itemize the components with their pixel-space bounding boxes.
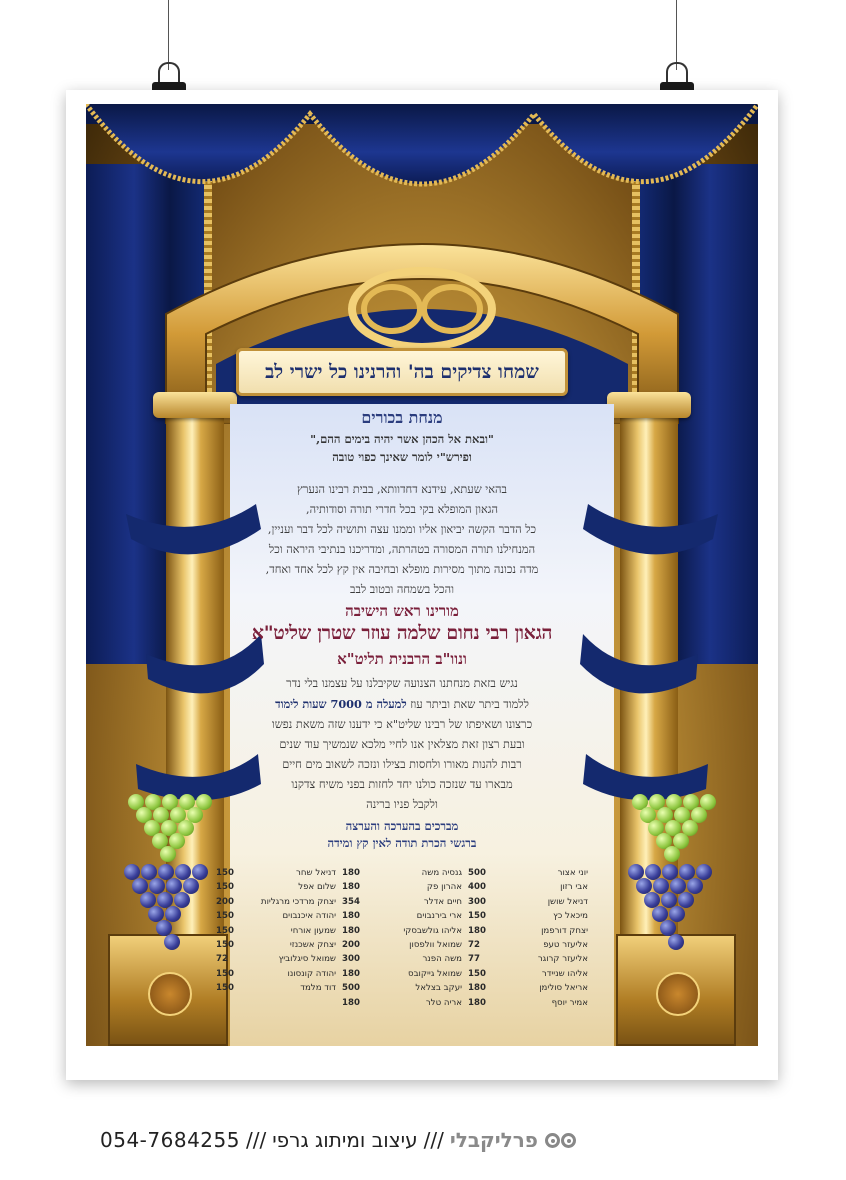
subtitle-quote <box>216 430 588 466</box>
donor-hours: 180 <box>468 983 486 994</box>
pledge-line: נגיש בזאת מנחתנו הצנועה שקיבלנו על עצמנו בלי נדר <box>286 677 518 690</box>
green-grape <box>160 846 176 862</box>
donor-hours: 150 <box>216 968 234 979</box>
donor-row <box>342 952 462 966</box>
eyes-logo-icon <box>544 1133 576 1148</box>
donor-name: שמואל וולפסון <box>409 940 462 951</box>
footer-brand: פרליקבלי <box>449 1128 538 1152</box>
honoree-rabbanit: ונוו"ב הרבנית תליט"א <box>337 650 467 668</box>
grapes-right <box>620 794 730 954</box>
donor-name: אליהו שניידר <box>541 968 588 979</box>
pledge-hours-highlight: למעלה מ 7000 שעות לימוד <box>275 697 407 711</box>
honoree-name: הגאון רבי נחום שלמה עוזר שטרן שליט"א <box>251 622 553 644</box>
donor-name: אריאל סולימן <box>539 983 588 994</box>
hanging-string-left <box>168 0 169 70</box>
intro-paragraph <box>216 480 588 600</box>
purple-grape <box>165 906 181 922</box>
purple-grape <box>164 934 180 950</box>
donor-name: דניאל שושן <box>547 896 588 907</box>
donor-row <box>468 895 588 909</box>
donor-hours: 180 <box>342 911 360 922</box>
purple-grape <box>174 892 190 908</box>
donor-row <box>216 895 336 909</box>
donor-row <box>342 909 462 923</box>
quote-line: "ובאת אל הכהן אשר יהיה בימים ההם," <box>310 432 494 446</box>
donor-hours: 180 <box>468 925 486 936</box>
donor-hours: 150 <box>216 868 234 878</box>
donor-column <box>342 866 462 1010</box>
donor-row <box>342 996 462 1010</box>
hanging-string-right <box>676 0 677 70</box>
honoree-title: מורינו ראש הישיבה <box>345 602 459 620</box>
donor-table <box>216 866 588 1010</box>
donor-row <box>468 866 588 880</box>
donor-name: יצחק אשכנזי <box>289 940 336 951</box>
blessing-line: ברגשי הכרת תודה לאין קץ ומידה <box>327 836 477 850</box>
donor-row <box>342 938 462 952</box>
donor-hours: 150 <box>216 925 234 936</box>
donor-column <box>468 866 588 1010</box>
footer-separator: /// <box>423 1128 444 1152</box>
green-grape <box>664 846 680 862</box>
donor-row <box>468 952 588 966</box>
donor-hours: 72 <box>216 954 228 965</box>
donor-hours: 180 <box>468 997 486 1008</box>
blessing <box>216 818 588 852</box>
donor-name: גנסיה משה <box>421 868 462 878</box>
donor-row <box>342 880 462 894</box>
poster-sheet <box>66 90 778 1080</box>
title: מנחת בכורים <box>361 408 443 427</box>
purple-grape <box>183 878 199 894</box>
donor-row <box>216 967 336 981</box>
donor-name: אליהו גולשבסקי <box>403 925 462 936</box>
donor-row <box>342 924 462 938</box>
purple-grape <box>696 864 712 880</box>
donor-hours: 150 <box>468 968 486 979</box>
donor-hours: 150 <box>216 940 234 951</box>
donor-hours: 200 <box>342 940 360 951</box>
donor-row <box>216 924 336 938</box>
donor-hours: 354 <box>342 896 360 907</box>
donor-name: יצחק דורפמן <box>541 925 588 936</box>
donor-name: שמואל סיגלוביץ <box>278 954 336 965</box>
donor-name: אריה טלר <box>425 997 462 1008</box>
pledge-line: מבארו עד שנזכה כולנו יחד לחזות בפני משיח צדקנו <box>291 778 513 791</box>
donor-hours: 150 <box>216 983 234 994</box>
donor-row <box>216 866 336 880</box>
donor-hours: 500 <box>342 983 360 994</box>
donor-row <box>216 938 336 952</box>
donor-row <box>342 981 462 995</box>
donor-row <box>468 938 588 952</box>
intro-line: המנחילנו תורה המסורה בטהרתה, ומדריכנו בנתיבי היראה וכל <box>268 543 536 556</box>
donor-row <box>216 952 336 966</box>
donor-row <box>216 981 336 995</box>
banner-text: שמחו צדיקים בה' והרנינו כל ישרי לב <box>265 360 539 383</box>
donor-hours: 180 <box>342 968 360 979</box>
donor-name: שלום אפל <box>298 882 336 893</box>
donor-row <box>342 895 462 909</box>
donor-row <box>216 909 336 923</box>
donor-row <box>216 880 336 894</box>
donor-name: אמיר יוסף <box>551 997 588 1008</box>
intro-line: מדה נכונה מתוך מסירות מופלא ובחיבה אין קץ לכל אחד ואחד, <box>265 563 539 576</box>
intro-line: והכל בשמחה ובטוב לבב <box>350 583 454 596</box>
donor-hours: 72 <box>468 940 480 951</box>
donor-row <box>342 967 462 981</box>
pledge-line: ובעת רצון זאת מצלאין אנו לחיי מלכא שנמשיך עוד שנים <box>279 738 525 751</box>
purple-grape <box>687 878 703 894</box>
footer-bar <box>100 1120 746 1160</box>
donor-name: יהודה קונסונו <box>287 968 336 979</box>
purple-grape <box>678 892 694 908</box>
intro-line: הגאון המופלא בקי בכל חדרי תורה וסודותיה, <box>305 503 499 516</box>
grapes-left <box>116 794 226 954</box>
donor-name: יהודה איכנבוים <box>282 911 336 922</box>
donor-name: שמעון אורחי <box>290 925 336 936</box>
donor-hours: 150 <box>216 882 234 893</box>
donor-hours: 200 <box>216 896 234 907</box>
donor-hours: 180 <box>342 882 360 893</box>
donor-row <box>468 967 588 981</box>
donor-name: אבי רזון <box>560 882 588 893</box>
intro-line: בהאי שעתא, עידנא דחדוותא, בבית רבינו הנערץ <box>297 483 507 496</box>
footer-separator: /// <box>245 1128 267 1152</box>
donor-row <box>468 880 588 894</box>
donor-name: יעקב בצלאל <box>415 983 462 994</box>
pledge-line: רבות להנות מאורו ולחסות בצילו ונזכה לשאוב מים חיים <box>282 758 522 771</box>
donor-name: משה הפנר <box>422 954 462 965</box>
pledge-line: כרצונו ושאיפתו של רבינו שליט"א כי ידענו שזה משאת נפשו <box>271 718 533 731</box>
donor-name: אליעזר טעפ <box>543 940 588 951</box>
donor-column <box>216 866 336 1010</box>
pledge-line-text: ללמוד ביתר שאת וביתר עוז <box>410 698 529 711</box>
donor-name: חיים אדלר <box>423 896 462 907</box>
blessing-line: מברכים בהערכה והערצה <box>345 819 459 833</box>
pillar-capital-right <box>607 392 691 418</box>
donor-row <box>468 981 588 995</box>
donor-name: יוני אצור <box>557 868 588 878</box>
donor-name: יצחק מרדכי מרגליות <box>260 896 336 907</box>
footer-service: עיצוב ומיתוג גרפי <box>272 1128 418 1152</box>
intro-line: כל הדבר הקשה יביאון אליו וממנו עצה ותושיה לכל דבר ועניין, <box>267 523 537 536</box>
donor-hours: 300 <box>342 954 360 965</box>
pledge-paragraph <box>216 674 588 815</box>
purple-grape <box>668 934 684 950</box>
donor-hours: 180 <box>342 997 360 1008</box>
donor-name: ארי בירנבוים <box>416 911 462 922</box>
donor-hours: 400 <box>468 882 486 893</box>
donor-hours: 300 <box>468 896 486 907</box>
pledge-line: ולקבל פניו ברינה <box>366 798 438 811</box>
donor-name: אליעזר קרוגר <box>537 954 588 965</box>
donor-hours: 180 <box>342 925 360 936</box>
donor-row <box>468 909 588 923</box>
top-banner <box>236 348 568 396</box>
donor-name: דוד מלמד <box>300 983 336 994</box>
pledge-line <box>216 694 588 715</box>
donor-hours: 180 <box>342 868 360 878</box>
purple-grape <box>192 864 208 880</box>
donor-row <box>342 866 462 880</box>
purple-grape <box>669 906 685 922</box>
donor-hours: 150 <box>468 911 486 922</box>
donor-hours: 150 <box>216 911 234 922</box>
donor-row <box>468 924 588 938</box>
donor-name: מיכאל כץ <box>553 911 588 922</box>
donor-name: דניאל שחר <box>296 868 336 878</box>
donor-name: אהרון פק <box>426 882 462 893</box>
donor-row <box>468 996 588 1010</box>
donor-hours: 500 <box>468 868 486 878</box>
donor-hours: 77 <box>468 954 480 965</box>
quote-explain-line: ופירש"י לומר שאינך כפוי טובה <box>332 450 472 464</box>
donor-name: שמואל גייקובס <box>408 968 462 979</box>
footer-phone: 054-7684255 <box>100 1128 240 1152</box>
